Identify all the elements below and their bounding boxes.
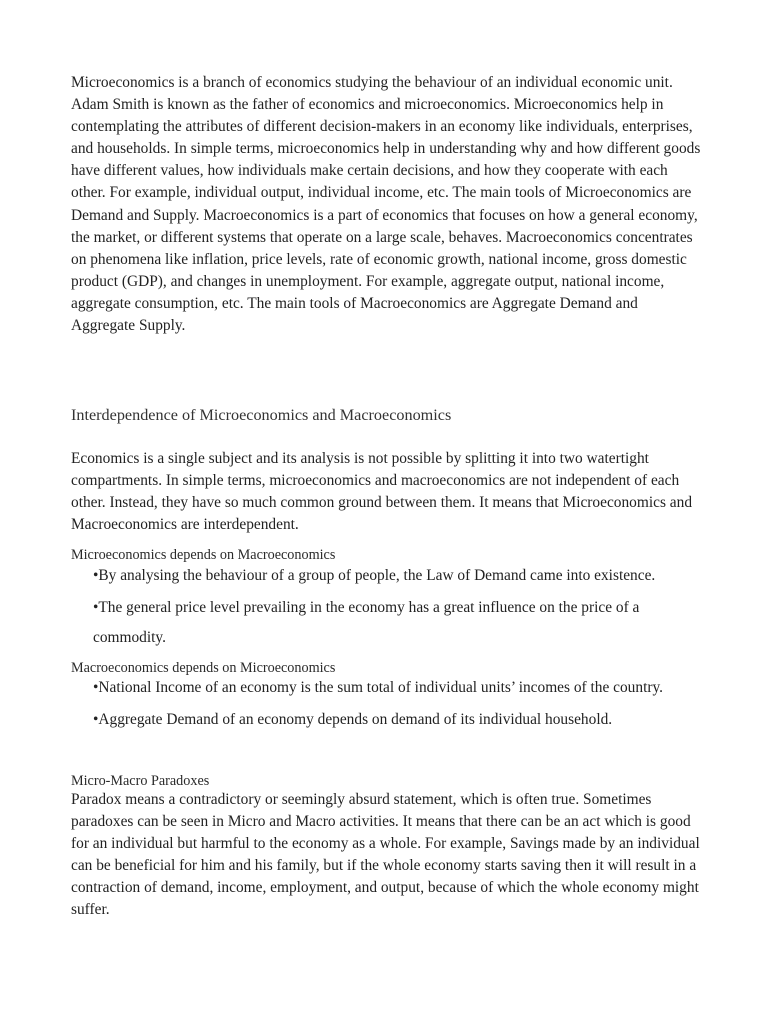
list-item: •Aggregate Demand of an economy depends on demand of its individual household. — [93, 710, 613, 728]
interdependence-paragraph: Economics is a single subject and its analysis is not possible by splitting it into two watertight compartments. In simple terms, microeconomics and macroeconomics are not independent of each other. Instead, they have so much common ground between them. It means that Microeconomics and Macroeconomics are interdependent. — [71, 450, 693, 534]
subheading-paradoxes: Micro-Macro Paradoxes — [71, 773, 210, 789]
list-item: •The general price level prevailing in the economy has a great influence on the price of a commodity. — [93, 598, 640, 646]
list-item: •National Income of an economy is the sum total of individual units’ incomes of the country. — [93, 679, 664, 696]
subheading-micro-depends-on-macro: Microeconomics depends on Macroeconomics — [71, 547, 336, 563]
list-item: •By analysing the behaviour of a group of people, the Law of Demand came into existence. — [93, 567, 656, 584]
paradox-paragraph: Paradox means a contradictory or seemingly absurd statement, which is often true. Sometimes paradoxes can be seen in Micro and Macro activities. It means that there can be an act which is good for an individual but harmful to the economy as a whole. For example, Savings made by an individual can be beneficial for him and his family, but if the whole economy starts saving then it will result in a contraction of demand, income, employment, and output, because of which the whole economy might suffer. — [71, 791, 700, 919]
subheading-macro-depends-on-micro: Macroeconomics depends on Microeconomics — [71, 660, 336, 676]
section-heading-interdependence: Interdependence of Microeconomics and Macroeconomics — [71, 406, 452, 424]
micro-depends-list — [93, 561, 705, 654]
macro-depends-list — [93, 673, 705, 735]
intro-paragraph: Microeconomics is a branch of economics studying the behaviour of an individual economic unit. Adam Smith is known as the father of economics and microeconomics. Microeconomics help in contemplating the attributes of different decision-makers in an economy like individuals, enterprises, and households. In simple terms, microeconomics help in understanding why and how different goods have different values, how individuals make certain decisions, and how they cooperate with each other. For example, individual output, individual income, etc. The main tools of Microeconomics are Demand and Supply. Macroeconomics is a part of economics that focuses on how a general economy, the market, or different systems that operate on a large scale, behaves. Macroeconomics concentrates on phenomena like inflation, price levels, rate of economic growth, national income, gross domestic product (GDP), and changes in unemployment. For example, aggregate output, national income, aggregate consumption, etc. The main tools of Macroeconomics are Aggregate Demand and Aggregate Supply. — [71, 74, 701, 335]
